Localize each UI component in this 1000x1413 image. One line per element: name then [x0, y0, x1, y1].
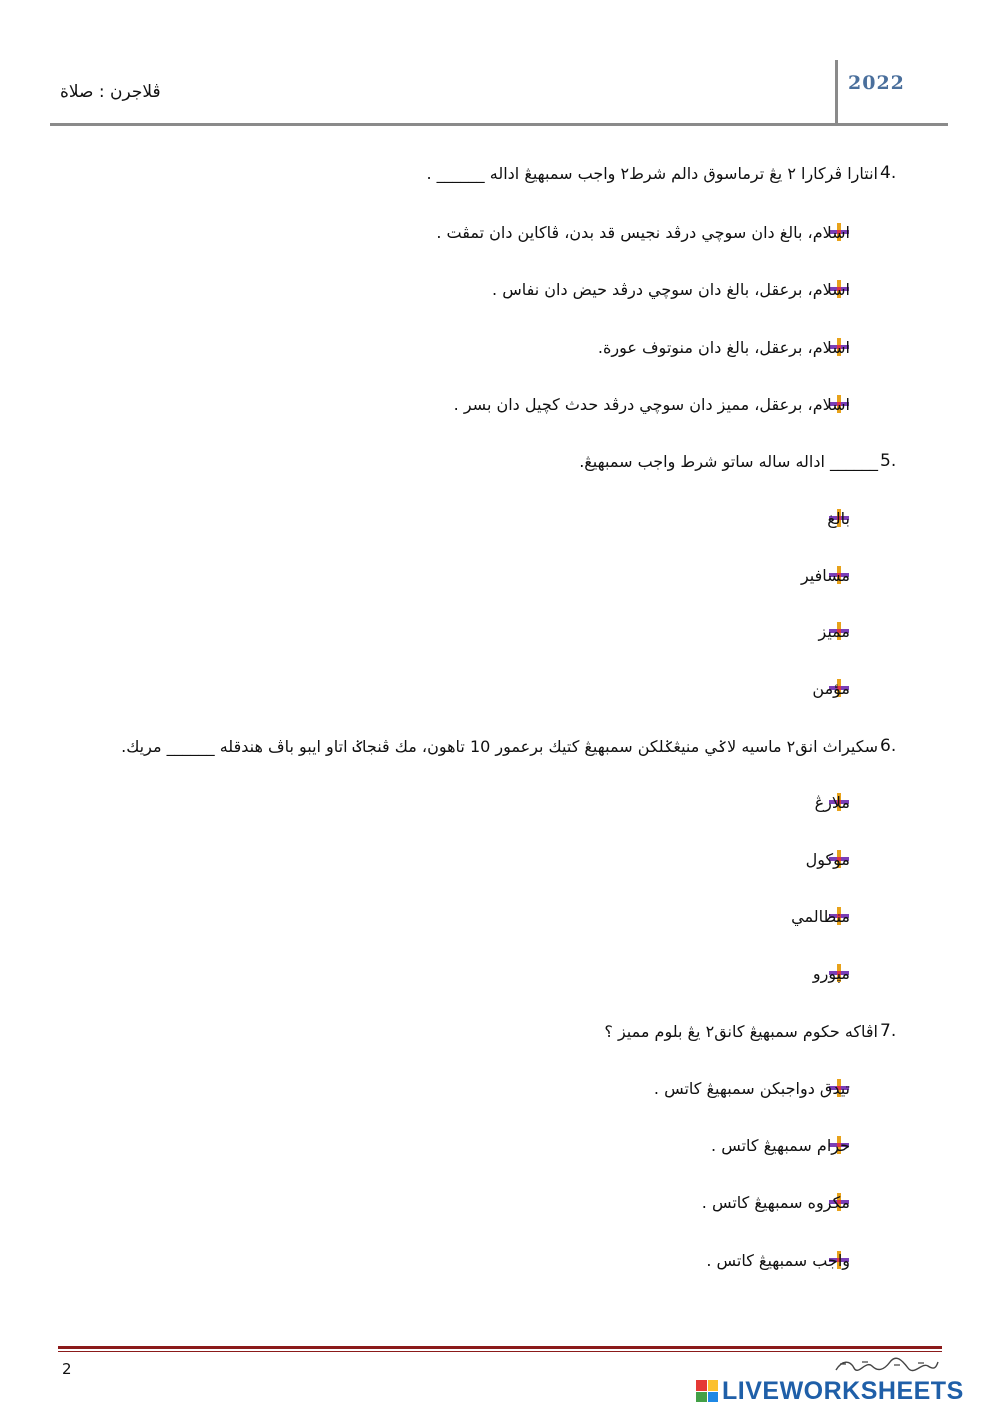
- option-text[interactable]: تيدق دواجبكن سمبهيڠ كاتس .: [653, 1079, 850, 1098]
- option-text[interactable]: ملارڠ: [814, 793, 850, 812]
- option-text[interactable]: بالغ: [827, 509, 850, 528]
- option-text[interactable]: مكروه سمبهيڠ كاتس .: [701, 1193, 850, 1212]
- option-text[interactable]: واجب سمبهيڠ كاتس .: [706, 1251, 850, 1270]
- option-text[interactable]: اسلام، برعقل، بالغ دان منوتوف عورة.: [597, 338, 850, 357]
- liveworksheets-badge-icon: [696, 1380, 718, 1402]
- option-text[interactable]: اسلام، برعقل، بالغ دان سوچي درڤد حيض دان نفاس .: [492, 280, 850, 299]
- option-text[interactable]: حرام سمبهيڠ كاتس .: [711, 1136, 850, 1155]
- question-text: انتارا ڤركارا ٢ يڠ ترماسوق دالم شرط٢ واجب سمبهيڠ اداله ______ .: [426, 164, 878, 183]
- footer-rule-thin: [58, 1351, 942, 1352]
- document-year: 2022: [848, 72, 905, 94]
- question-number: 6.: [880, 736, 897, 756]
- option-text[interactable]: مميز: [818, 622, 850, 641]
- page-number: 2: [62, 1360, 72, 1378]
- question-number: 7.: [880, 1021, 897, 1041]
- question-text: ______ اداله ساله ساتو شرط واجب سمبهيڠ.: [579, 452, 878, 471]
- calligraphy-seal-icon: [832, 1356, 942, 1374]
- header-divider-vertical: [835, 60, 838, 126]
- liveworksheets-logo-text: LIVEWORKSHEETS: [722, 1376, 964, 1405]
- option-text[interactable]: اسلام، برعقل، مميز دان سوچي درڤد حدث كچيل دان بسر .: [453, 395, 850, 414]
- question-text: اڤاكه حكوم سمبهيڠ كانق٢ يڠ بلوم مميز ؟: [604, 1022, 878, 1041]
- option-text[interactable]: مسافير: [800, 566, 850, 585]
- option-text[interactable]: مپورو: [812, 964, 850, 983]
- subject-title: ڤلاجرن : صلاة: [60, 82, 161, 102]
- question-text: سكيراث انق٢ ماسيه لاݢي منيڠݢلكن سمبهيڠ كتيك برعمور 10 تاهون، مك ڤنجاݢ اتاو ايبو باڤ هندقله ______ مريك.: [121, 737, 878, 756]
- liveworksheets-logo[interactable]: [696, 1378, 964, 1404]
- option-text[interactable]: موكول: [805, 850, 850, 869]
- question-number: 4.: [880, 163, 897, 183]
- option-text[interactable]: اسلام، بالغ دان سوچي درڤد نجيس قد بدن، ڤاكاين دان تمڤت .: [436, 223, 850, 242]
- footer-rule: [58, 1346, 942, 1349]
- question-number: 5.: [880, 451, 897, 471]
- option-text[interactable]: مؤمن: [812, 679, 850, 698]
- header-divider-horizontal: [50, 123, 948, 126]
- option-text[interactable]: منظالمي: [791, 907, 850, 926]
